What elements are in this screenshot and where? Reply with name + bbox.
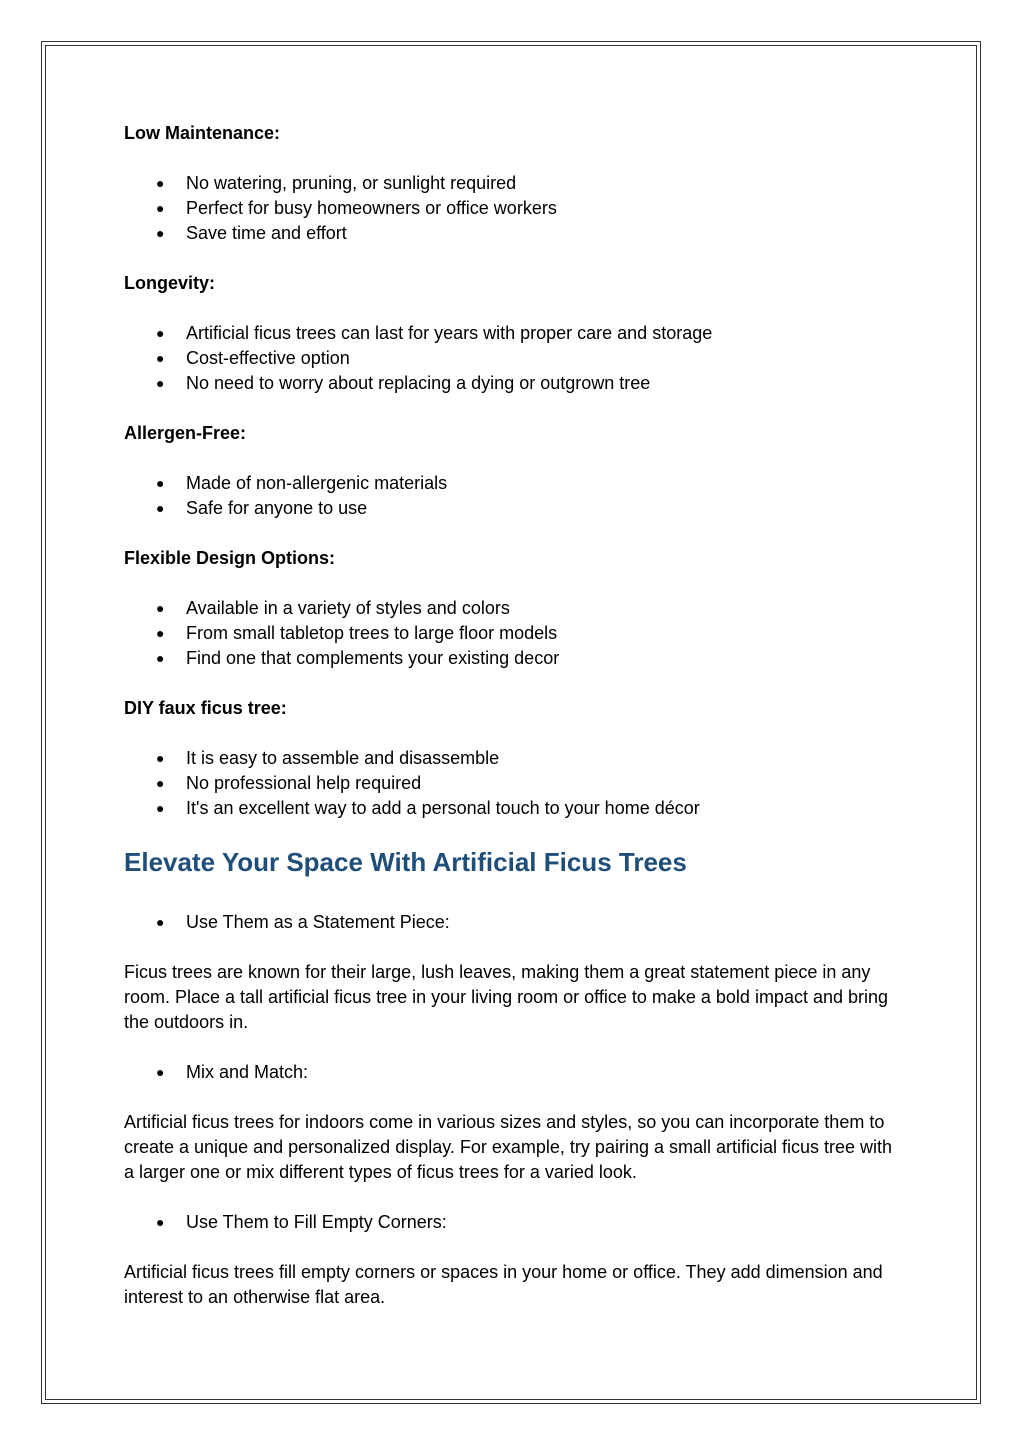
list-item-text: Cost-effective option	[186, 348, 350, 368]
list-statement-piece	[124, 910, 904, 935]
list-item-text: It is easy to assemble and disassemble	[186, 748, 500, 768]
bullet-icon: ●	[156, 775, 165, 791]
heading-allergen-free: Allergen-Free:	[124, 423, 247, 443]
list-item	[124, 221, 904, 246]
list-item-text: Made of non-allergenic materials	[186, 473, 448, 493]
heading-low-maintenance: Low Maintenance:	[124, 123, 281, 143]
list-item	[124, 596, 904, 621]
list-allergen-free	[124, 471, 904, 521]
list-diy-faux-ficus	[124, 746, 904, 821]
list-item	[124, 746, 904, 771]
bullet-icon: ●	[156, 325, 165, 341]
paragraph-mix-and-match: Artificial ficus trees for indoors come in various sizes and styles, so you can incorporate them to create a unique and personalized display. For example, try pairing a small artificial ficus tree with a larger one or mix different types of ficus trees for a varied look.	[124, 1112, 893, 1182]
list-item-text: Safe for anyone to use	[186, 498, 368, 518]
list-item	[124, 621, 904, 646]
list-item-text: Save time and effort	[186, 223, 347, 243]
list-item-text: Artificial ficus trees can last for years with proper care and storage	[186, 323, 713, 343]
list-item-text: Perfect for busy homeowners or office workers	[186, 198, 557, 218]
bullet-icon: ●	[156, 625, 165, 641]
bullet-icon: ●	[156, 375, 165, 391]
list-mix-and-match	[124, 1060, 904, 1085]
bullet-icon: ●	[156, 650, 165, 666]
heading-flexible-design: Flexible Design Options:	[124, 548, 336, 568]
list-item	[124, 796, 904, 821]
bullet-icon: ●	[156, 175, 165, 191]
heading-diy-faux-ficus: DIY faux ficus tree:	[124, 698, 287, 718]
bullet-icon: ●	[156, 1064, 165, 1080]
paragraph-statement-piece: Ficus trees are known for their large, lush leaves, making them a great statement piece in any room. Place a tall artificial ficus tree in your living room or office to make a bold impact and bring the outdoors in.	[124, 962, 889, 1032]
bullet-icon: ●	[156, 600, 165, 616]
bullet-icon: ●	[156, 1214, 165, 1230]
paragraph-empty-corners: Artificial ficus trees fill empty corners or spaces in your home or office. They add dimension and interest to an otherwise flat area.	[124, 1262, 883, 1307]
bullet-icon: ●	[156, 914, 165, 930]
bullet-icon: ●	[156, 350, 165, 366]
list-low-maintenance	[124, 171, 904, 246]
list-item	[124, 910, 904, 935]
list-item-text: Use Them to Fill Empty Corners:	[186, 1212, 447, 1232]
bullet-icon: ●	[156, 800, 165, 816]
list-item	[124, 771, 904, 796]
list-item-text: Available in a variety of styles and colors	[186, 598, 510, 618]
list-item	[124, 321, 904, 346]
bullet-icon: ●	[156, 225, 165, 241]
list-flexible-design	[124, 596, 904, 671]
list-item	[124, 496, 904, 521]
list-item-text: It's an excellent way to add a personal touch to your home décor	[186, 798, 700, 818]
list-item	[124, 371, 904, 396]
list-item	[124, 646, 904, 671]
list-item-text: From small tabletop trees to large floor models	[186, 623, 558, 643]
bullet-icon: ●	[156, 750, 165, 766]
bullet-icon: ●	[156, 500, 165, 516]
list-item	[124, 171, 904, 196]
list-item	[124, 1060, 904, 1085]
list-item-text: Find one that complements your existing decor	[186, 648, 560, 668]
list-item-text: No watering, pruning, or sunlight required	[186, 173, 517, 193]
bullet-icon: ●	[156, 200, 165, 216]
list-item	[124, 471, 904, 496]
list-item	[124, 346, 904, 371]
list-item	[124, 1210, 904, 1235]
list-item-text: Use Them as a Statement Piece:	[186, 912, 450, 932]
list-longevity	[124, 321, 904, 396]
section-title-elevate: Elevate Your Space With Artificial Ficus Trees	[124, 847, 687, 877]
list-item	[124, 196, 904, 221]
bullet-icon: ●	[156, 475, 165, 491]
list-item-text: No professional help required	[186, 773, 422, 793]
heading-longevity: Longevity:	[124, 273, 216, 293]
list-empty-corners	[124, 1210, 904, 1235]
list-item-text: Mix and Match:	[186, 1062, 309, 1082]
list-item-text: No need to worry about replacing a dying or outgrown tree	[186, 373, 651, 393]
document-content	[124, 121, 904, 1335]
